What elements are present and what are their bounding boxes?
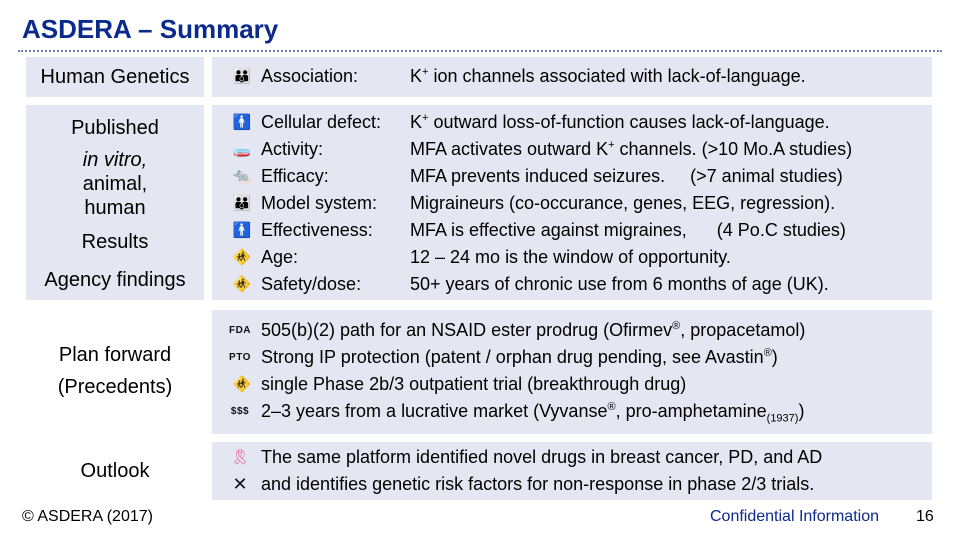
child-icon: 🚸 [232, 249, 252, 266]
child-icon: 🚸 [232, 276, 252, 293]
human-genetics-label: Human Genetics [40, 66, 190, 88]
title-divider [18, 50, 942, 52]
effectiveness-key: Effectiveness: [261, 220, 373, 240]
person-icon: 🚹 [232, 114, 252, 131]
plan-row-fda: 505(b)(2) path for an NSAID ester prodrug (Ofirmev®, propacetamol) [261, 320, 806, 340]
pto-icon: PTO [229, 352, 251, 363]
petri-dish-icon: 🧫 [232, 141, 252, 158]
safety-dose-value: 50+ years of chronic use from 6 months of age (UK). [410, 274, 829, 294]
model-system-key: Model system: [261, 193, 378, 213]
published-animal: animal, [82, 173, 148, 195]
efficacy-value: MFA prevents induced seizures. (>7 animal studies) [410, 166, 843, 186]
outlook-row-2: and identifies genetic risk factors for non-response in phase 2/3 trials. [261, 474, 815, 494]
association-value: K+ ion channels associated with lack-of-language. [410, 66, 806, 86]
published-in-vitro: in vitro, [82, 149, 148, 171]
group-icon: 👪 [232, 195, 252, 212]
plan-row-trial: single Phase 2b/3 outpatient trial (breakthrough drug) [261, 374, 687, 394]
published-human: human [84, 197, 146, 219]
cellular-defect-value: K+ outward loss-of-function causes lack-of-language. [410, 112, 830, 132]
plan-row-market: 2–3 years from a lucrative market (Vyvanse®, pro-amphetamine$_{(1937)}$) [261, 401, 805, 425]
person-icon: 🚹 [232, 222, 252, 239]
page-number: 16 [916, 508, 934, 525]
outlook-row-1: The same platform identified novel drugs in breast cancer, PD, and AD [261, 447, 823, 467]
published-results: Results [81, 231, 149, 253]
cross-icon: ✕ [232, 474, 248, 494]
plan-row-pto: Strong IP protection (patent / orphan drug pending, see Avastin®) [261, 347, 778, 367]
mouse-icon: 🐀 [232, 168, 252, 185]
child-icon: 🚸 [232, 376, 252, 393]
age-key: Age: [261, 247, 299, 267]
association-key: Association: [261, 66, 359, 86]
slide-title: ASDERA – Summary [22, 14, 279, 44]
published-label: Published [71, 117, 159, 139]
ribbon-icon: 🎗 [230, 449, 250, 466]
effectiveness-value: MFA is effective against migraines, (4 Po.C studies) [410, 220, 846, 240]
safety-dose-key: Safety/dose: [261, 274, 362, 294]
confidential-label: Confidential Information [710, 508, 879, 525]
efficacy-key: Efficacy: [261, 166, 329, 186]
group-icon: 👪 [232, 68, 252, 85]
cellular-defect-key: Cellular defect: [261, 112, 382, 132]
published-agency-findings: Agency findings [44, 269, 186, 291]
model-system-value: Migraineurs (co-occurance, genes, EEG, regression). [410, 193, 836, 213]
activity-key: Activity: [261, 139, 324, 159]
plan-precedents-label: (Precedents) [57, 376, 173, 398]
age-value: 12 – 24 mo is the window of opportunity. [410, 247, 731, 267]
fda-icon: FDA [228, 325, 252, 336]
plan-forward-label: Plan forward [58, 344, 172, 366]
money-icon: $$$ [230, 406, 250, 417]
copyright: © ASDERA (2017) [22, 508, 153, 525]
activity-value: MFA activates outward K+ channels. (>10 Mo.A studies) [410, 139, 853, 159]
outlook-label: Outlook [80, 460, 150, 482]
